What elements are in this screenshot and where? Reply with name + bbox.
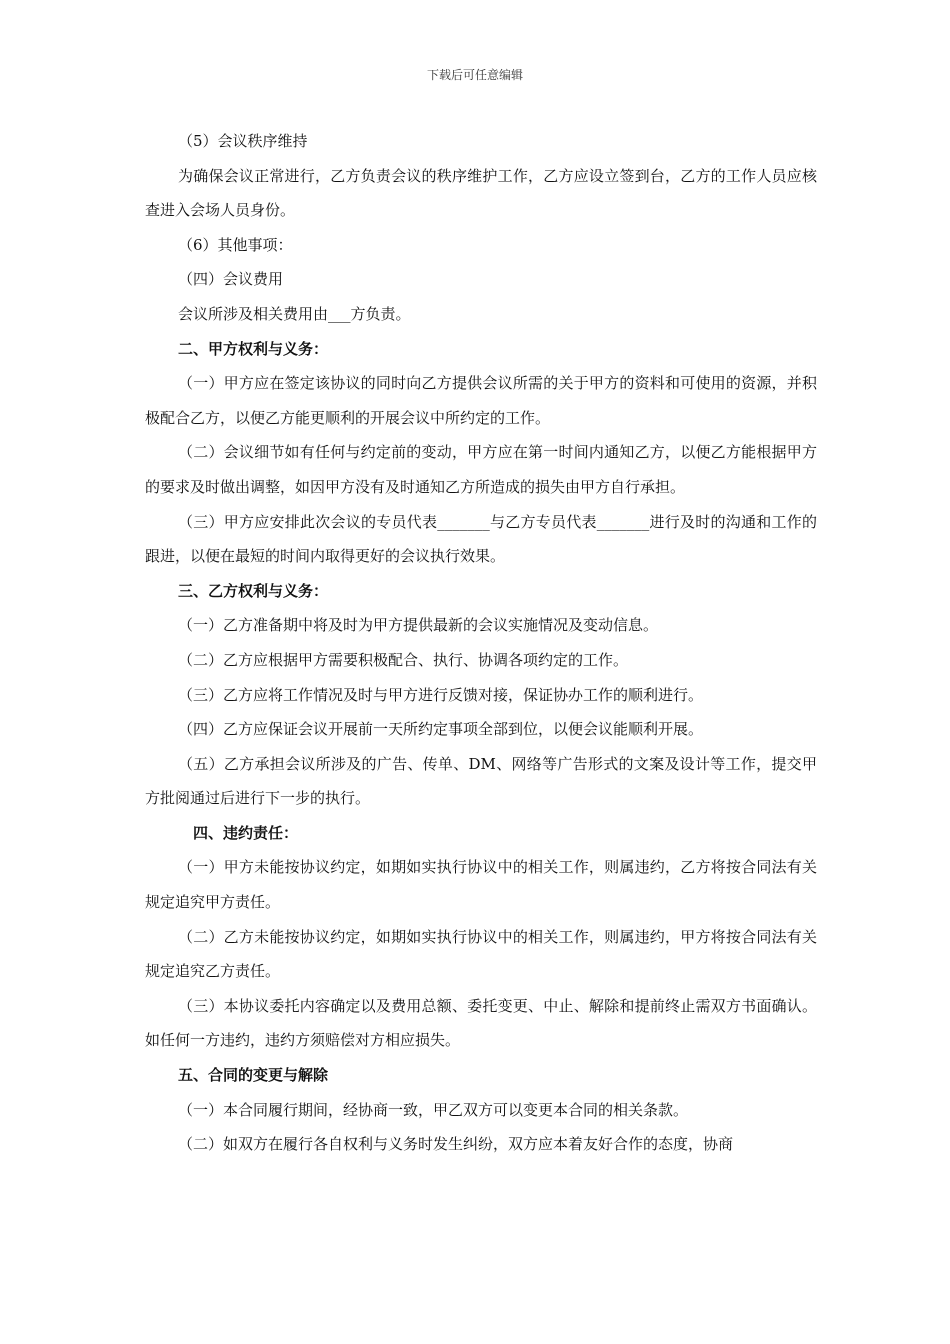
paragraph: （二）乙方未能按协议约定，如期如实执行协议中的相关工作，则属违约，甲方将按合同法有关规定追究乙方责任。 xyxy=(145,927,817,981)
paragraph: （二）会议细节如有任何与约定前的变动，甲方应在第一时间内通知乙方，以便乙方能根据甲方的要求及时做出调整，如因甲方没有及时通知乙方所造成的损失由甲方自行承担。 xyxy=(145,443,817,496)
paragraph: （四）乙方应保证会议开展前一天所约定事项全部到位，以便会议能顺利开展。 xyxy=(178,720,704,739)
paragraph: 会议所涉及相关费用由___方负责。 xyxy=(178,304,411,323)
paragraph: （一）甲方应在签定该协议的同时向乙方提供会议所需的关于甲方的资料和可使用的资源，并积极配合乙方，以便乙方能更顺利的开展会议中所约定的工作。 xyxy=(145,374,817,427)
paragraph: （三）本协议委托内容确定以及费用总额、委托变更、中止、解除和提前终止需双方书面确认。如任何一方违约，违约方须赔偿对方相应损失。 xyxy=(145,996,817,1050)
section-heading: 三、乙方权利与义务： xyxy=(178,581,329,600)
paragraph: （一）乙方准备期中将及时为甲方提供最新的会议实施情况及变动信息。 xyxy=(178,616,659,635)
paragraph: （一）本合同履行期间，经协商一致，甲乙双方可以变更本合同的相关条款。 xyxy=(178,1100,689,1119)
paragraph: （5）会议秩序维持 xyxy=(178,132,308,150)
paragraph: 为确保会议正常进行，乙方负责会议的秩序维护工作，乙方应设立签到台，乙方的工作人员应核查进入会场人员身份。 xyxy=(145,166,817,220)
section-heading: 四、违约责任： xyxy=(193,823,299,842)
section-heading: 二、甲方权利与义务： xyxy=(178,339,329,358)
paragraph: （三）乙方应将工作情况及时与甲方进行反馈对接，保证协办工作的顺利进行。 xyxy=(178,685,704,704)
paragraph: （五）乙方承担会议所涉及的广告、传单、DM、网络等广告形式的文案及设计等工作，提交甲方批阅通过后进行下一步的执行。 xyxy=(145,754,817,808)
paragraph: （二）乙方应根据甲方需要积极配合、执行、协调各项约定的工作。 xyxy=(178,650,629,669)
section-heading: 五、合同的变更与解除 xyxy=(178,1066,329,1085)
document-body xyxy=(145,124,817,1162)
paragraph: （二）如双方在履行各自权利与义务时发生纠纷，双方应本着友好合作的态度，协商 xyxy=(178,1135,734,1154)
paragraph: （四）会议费用 xyxy=(178,270,284,289)
paragraph: （6）其他事项： xyxy=(178,235,293,254)
paragraph: （三）甲方应安排此次会议的专员代表_______与乙方专员代表_______进行及时的沟通和工作的跟进，以便在最短的时间内取得更好的会议执行效果。 xyxy=(145,512,817,566)
page-header: 下载后可任意编辑 xyxy=(426,68,523,82)
paragraph: （一）甲方未能按协议约定，如期如实执行协议中的相关工作，则属违约，乙方将按合同法有关规定追究甲方责任。 xyxy=(145,858,817,912)
